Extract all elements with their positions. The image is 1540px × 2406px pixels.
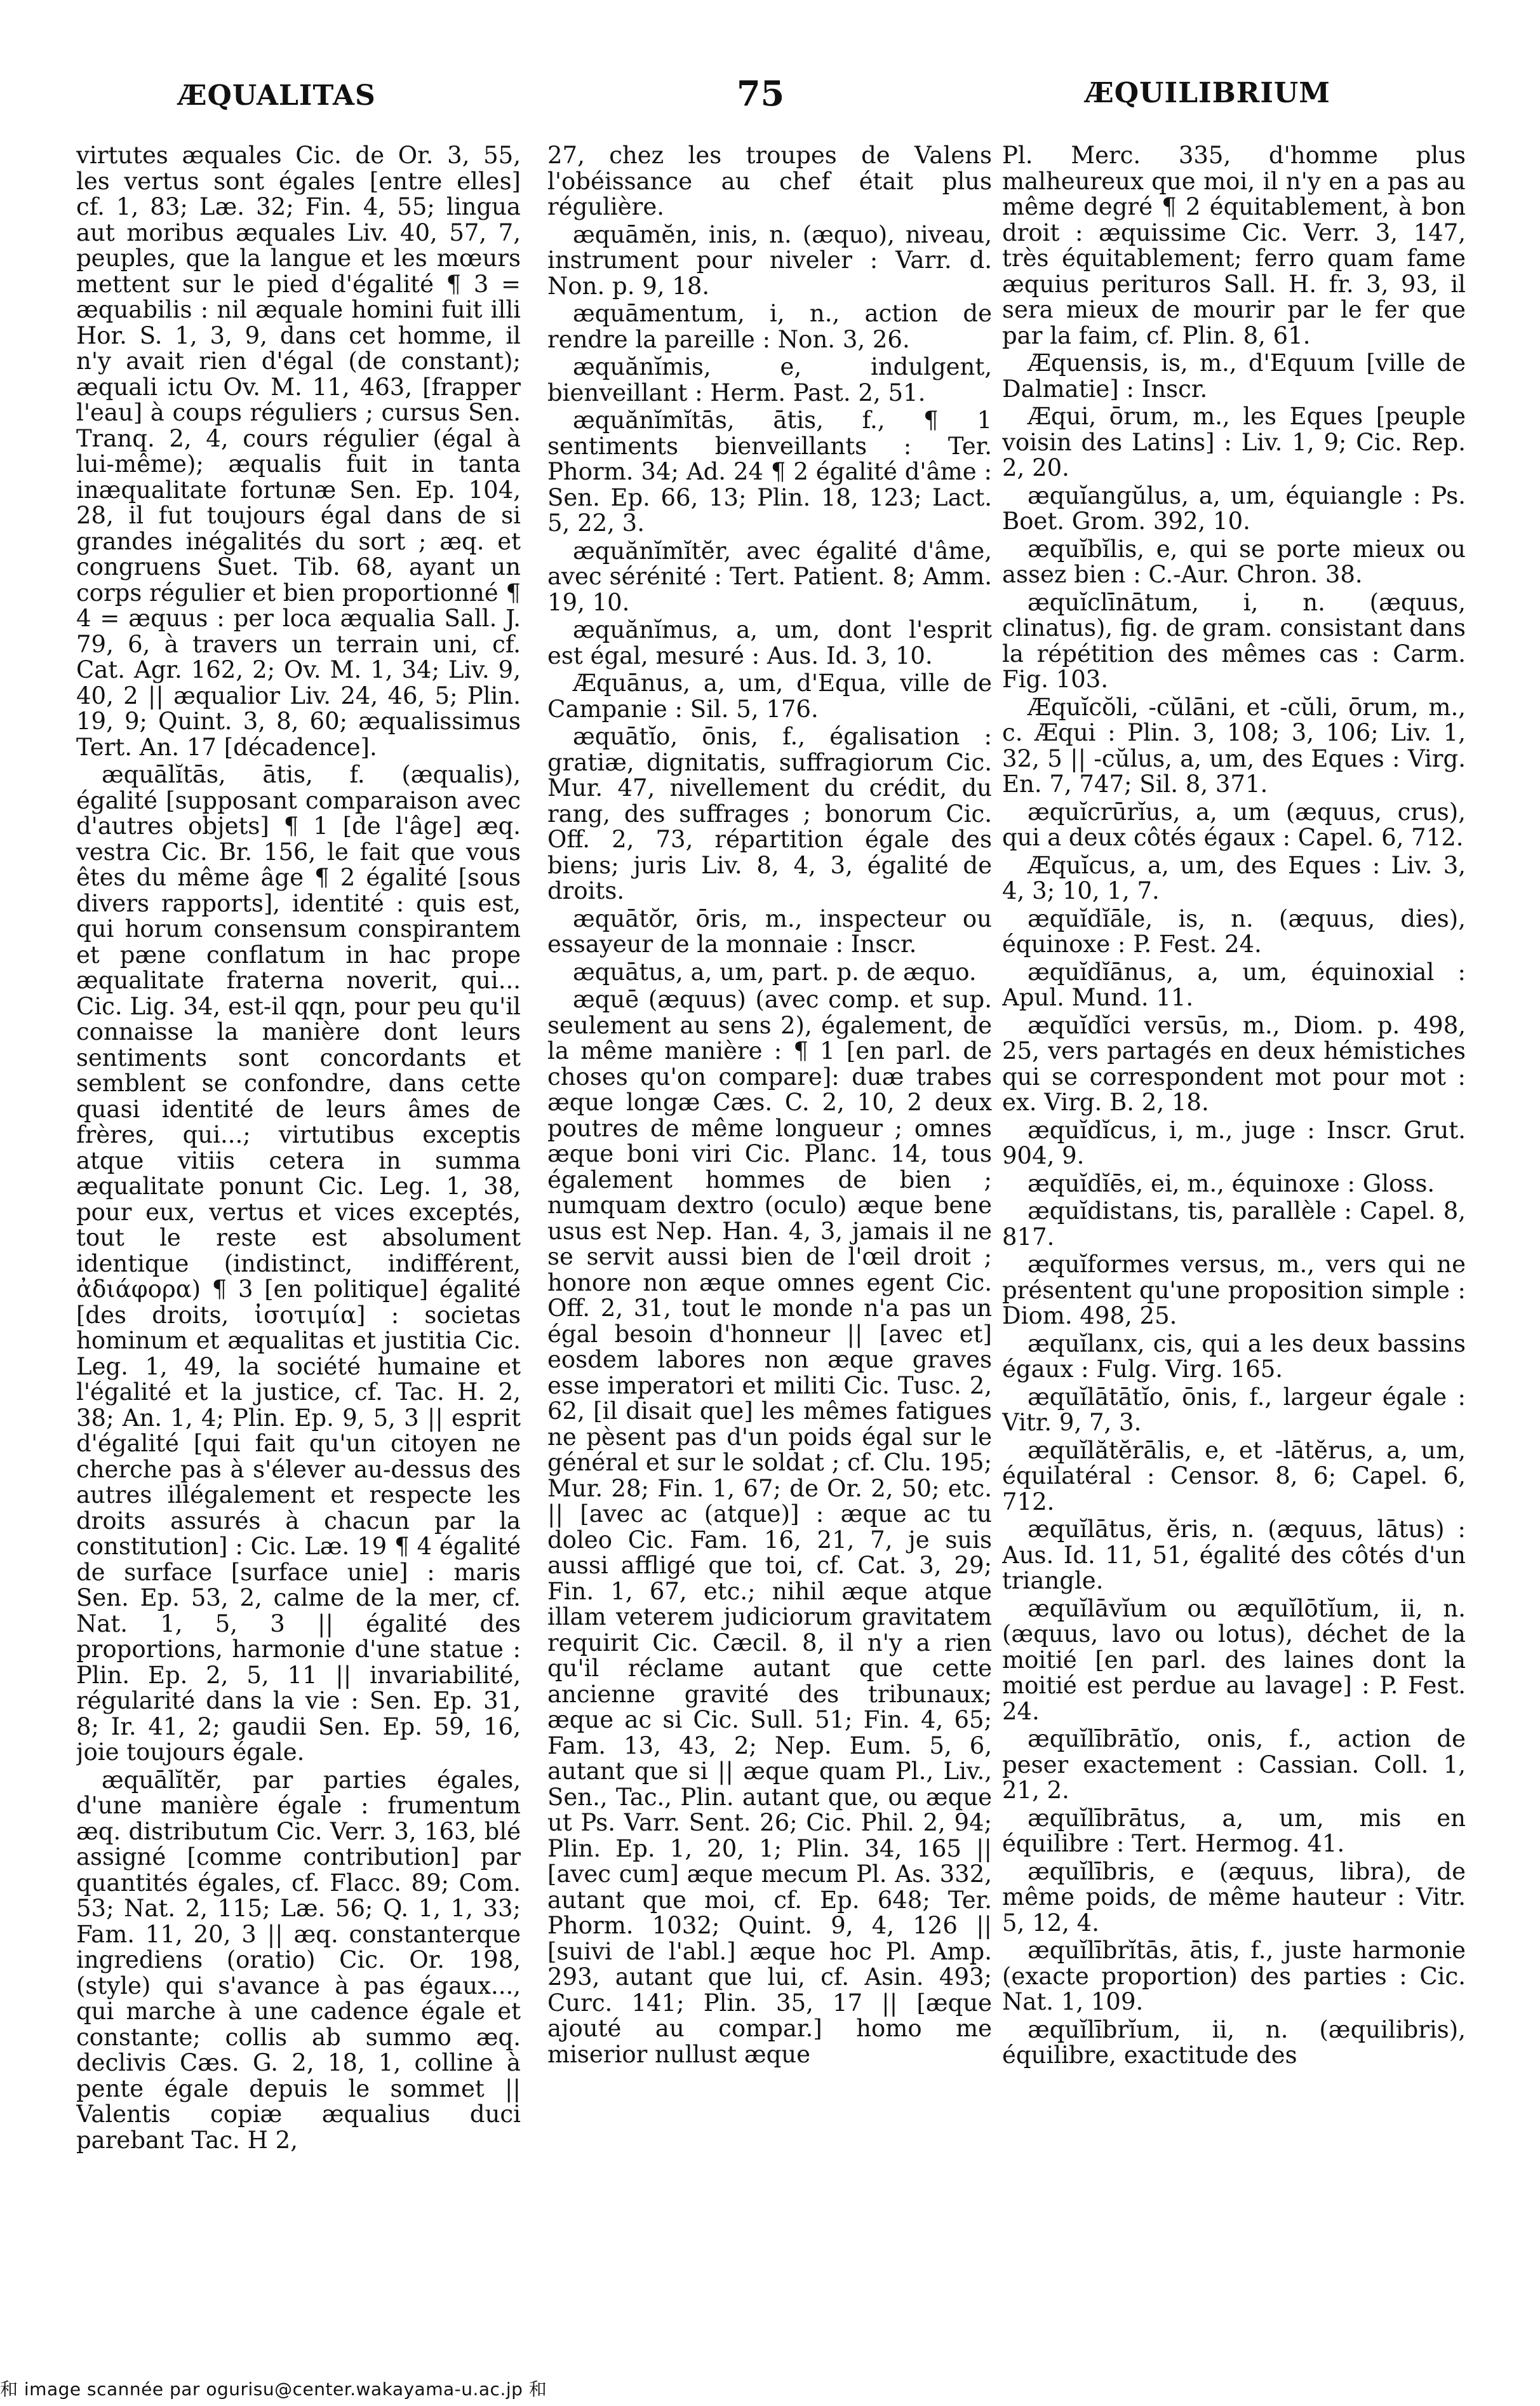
entry: æquĭlanx, cis, qui a les deux bassins égaux : Fulg. Virg. 165. [1002,1329,1466,1383]
entry: æquĭlātus, ĕris, n. (æquus, lātus) : Aus. Id. 11, 51, égalité des côtés d'un triangle. [1002,1516,1466,1594]
entry: æquĭlībris, e (æquus, libra), de même poids, de même hauteur : Vitr. 5, 12, 4. [1002,1857,1466,1937]
entry: Æquĭcŏli, -cŭlāni, et -cŭli, ōrum, m., c. Æqui : Plin. 3, 108; 3, 106; Liv. 1, 32, 5 || -cŭlus, a, um, des Eques : Virg. En. 7, 747; Sil. 8, 371. [1002,693,1466,798]
entry: æquĭdĭcus, i, m., juge : Inscr. Grut. 904, 9. [1002,1116,1466,1169]
entry: æquālĭtĕr, par parties égales, d'une manière égale : frumentum æq. distributum Cic. Verr. 3, 163, blé assigné [comme contribution] par quantités égales, cf. Flacc. 89; Com. 53; Nat. 2, 115; Læ. 56; Q. 1, 1, 33; Fam. 11, 20, 3 || æq. constanterque ingrediens (oratio) Cic. Or. 198, (style) qui s'avance à pas égaux..., qui marche à une cadence égale et constante; collis ab summo æq. declivis Cæs. G. 2, 18, 1, colline à pente égale depuis le sommet || Valentis copiæ æqualius duci parebant Tac. H 2, [76,1766,521,2154]
entry: æquĭbĭlis, e, qui se porte mieux ou assez bien : C.-Aur. Chron. 38. [1002,535,1466,588]
entry: æquănĭmĭtās, ātis, f., ¶ 1 sentiments bienveillants : Ter. Phorm. 34; Ad. 24 ¶ 2 égalité d'âme : Sen. Ep. 66, 13; Plin. 18, 123; Lact. 5, 22, 3. [547,407,992,537]
entry: æquāmentum, i, n., action de rendre la pareille : Non. 3, 26. [547,300,992,353]
header-right-word: ÆQUILIBRIUM [1085,77,1330,109]
entry: æquātĭo, ōnis, f., égalisation : gratiæ, dignitatis, suffragiorum Cic. Mur. 47, nivellement du crédit, du rang, des suffrages ; bonorum Cic. Off. 2, 73, répartition égale des biens; juris Liv. 8, 4, 3, égalité de droits. [547,723,992,904]
entry: Æquānus, a, um, d'Equa, ville de Campanie : Sil. 5, 176. [547,669,992,723]
entry: æquĭdĭci versūs, m., Diom. p. 498, 25, vers partagés en deux hémistiches qui se correspondent mot pour mot : ex. Virg. B. 2, 18. [1002,1011,1466,1116]
entry: æquĭclīnātum, i, n. (æquus, clinatus), fig. de gram. consistant dans la répétition des mêmes cas : Carm. Fig. 103. [1002,588,1466,693]
scan-credit-footer: 和 image scannée par ogurisu@center.wakayama-u.ac.jp 和 [0,2379,547,2400]
entry: æquĭlībrĭum, ii, n. (æquilibris), équilibre, exactitude des [1002,2015,1466,2069]
entry: 27, chez les troupes de Valens l'obéissance au chef était plus régulière. [547,143,992,220]
entry: æquātŏr, ōris, m., inspecteur ou essayeur de la monnaie : Inscr. [547,904,992,958]
page-number: 75 [737,73,785,114]
entry: æquĭlātātĭo, ōnis, f., largeur égale : Vitr. 9, 7, 3. [1002,1383,1466,1436]
entry: æquĭlāvĭum ou æquĭlōtĭum, ii, n. (æquus, lavo ou lotus), déchet de la moitié [en parl. des laines dont la moitié est perdue au lavage] : P. Fest. 24. [1002,1594,1466,1725]
entry: æquănĭmĭtĕr, avec égalité d'âme, avec sérénité : Tert. Patient. 8; Amm. 19, 10. [547,537,992,616]
entry: æquē (æquus) (avec comp. et sup. seulement au sens 2), également, de la même manière : ¶ 1 [en parl. de choses qu'on compare]: duæ trabes æque longæ Cæs. C. 2, 10, 2 deux poutres de même longueur ; omnes æque boni viri Cic. Planc. 14, tous également hommes de bien ; numquam dextro (oculo) æque bene usus est Nep. Han. 4, 3, jamais il ne se servit aussi bien de l'œil droit ; honore non æque omnes egent Cic. Off. 2, 31, tout le monde n'a pas un égal besoin d'honneur || [avec et] eosdem labores non æque graves esse imperatori et militi Cic. Tusc. 2, 62, [il disait que] les mêmes fatigues ne pèsent pas d'un poids égal sur le général et sur le soldat ; cf. Clu. 195; Mur. 28; Fin. 1, 67; de Or. 2, 50; etc. || [avec ac (atque)] : æque ac tu doleo Cic. Fam. 16, 21, 7, je suis aussi affligé que toi, cf. Cat. 3, 29; Fin. 1, 67, etc.; nihil æque atque illam veterem judiciorum gravitatem requirit Cic. Cæcil. 8, il n'y a rien qu'il réclame autant que cette ancienne gravité des tribunaux; æque ac si Cic. Sull. 51; Fin. 4, 65; Fam. 13, 43, 2; Nep. Eum. 5, 6, autant que si || æque quam Pl., Liv., Sen., Tac., Plin. autant que, ou æque ut Ps. Varr. Sent. 26; Cic. Phil. 2, 94; Plin. Ep. 1, 20, 1; Plin. 34, 165 || [avec cum] æque mecum Pl. As. 332, autant que moi, cf. Ep. 648; Ter. Phorm. 1032; Quint. 9, 4, 126 || [suivi de l'abl.] æque hoc Pl. Amp. 293, autant que lui, cf. Asin. 493; Curc. 141; Plin. 35, 17 || [æque ajouté au compar.] homo me miserior nullust æque [547,986,992,2068]
header-left-word: ÆQUALITAS [178,79,376,112]
entry: æquĭdĭānus, a, um, équinoxial : Apul. Mund. 11. [1002,958,1466,1011]
entry: æquănĭmus, a, um, dont l'esprit est égal, mesuré : Aus. Id. 3, 10. [547,616,992,669]
entry: æquĭangŭlus, a, um, équiangle : Ps. Boet. Grom. 392, 10. [1002,481,1466,535]
text-column-3 [1002,143,1466,2331]
entry: æquĭlībrātus, a, um, mis en équilibre : Tert. Hermog. 41. [1002,1804,1466,1857]
text-column-1 [76,143,521,2331]
entry: Æquensis, is, m., d'Equum [ville de Dalmatie] : Inscr. [1002,349,1466,403]
entry: æquĭformes versus, m., vers qui ne présentent qu'une proposition simple : Diom. 498, 25. [1002,1251,1466,1329]
text-column-2 [547,143,992,2331]
entry: æquĭdĭāle, is, n. (æquus, dies), équinoxe : P. Fest. 24. [1002,904,1466,958]
entry: æquĭlătĕrālis, e, et -lātĕrus, a, um, équilatéral : Censor. 8, 6; Capel. 6, 712. [1002,1436,1466,1516]
entry: Æqui, ōrum, m., les Eques [peuple voisin des Latins] : Liv. 1, 9; Cic. Rep. 2, 20. [1002,403,1466,481]
entry: æquănĭmis, e, indulgent, bienveillant : Herm. Past. 2, 51. [547,353,992,407]
entry: æquātus, a, um, part. p. de æquo. [573,958,977,986]
entry: Pl. Merc. 335, d'homme plus malheureux que moi, il n'y en a pas au même degré ¶ 2 équitablement, à bon droit : æquissime Cic. Verr. 3, 147, très équitablement; ferro quam fame æquius perituros Sall. H. fr. 3, 93, il sera mieux de mourir par le fer que par la faim, cf. Plin. 8, 61. [1002,143,1466,349]
entry: æquĭcrūrĭus, a, um (æquus, crus), qui a deux côtés égaux : Capel. 6, 712. [1002,798,1466,851]
entry: æquĭlībrĭtās, ātis, f., juste harmonie (exacte proportion) des parties : Cic. Nat. 1, 109. [1002,1937,1466,2015]
entry: æquĭdistans, tis, parallèle : Capel. 8, 817. [1002,1197,1466,1251]
entry: æquĭlībrātĭo, onis, f., action de peser exactement : Cassian. Coll. 1, 21, 2. [1002,1725,1466,1804]
running-header [0,73,1540,130]
entry: Æquĭcus, a, um, des Eques : Liv. 3, 4, 3; 10, 1, 7. [1002,851,1466,904]
entry: æquālĭtās, ātis, f. (æqualis), égalité [supposant comparaison avec d'autres objets] ¶ 1 [de l'âge] æq. vestra Cic. Br. 156, le fait que vous êtes du même âge ¶ 2 égalité [sous divers rapports], identité : quis est, qui horum consensum conspirantem et pæne conflatum in hac prope æqualitate fraterna noverit, qui... Cic. Lig. 34, est-il qqn, pour peu qu'il connaisse la manière dont leurs sentiments sont concordants et semblent se confondre, dans cette quasi identité de leurs âmes de frères, qui...; virtutibus exceptis atque vitiis cetera in summa æqualitate ponunt Cic. Leg. 1, 38, pour eux, vertus et vices exceptés, tout le reste est absolument identique (indistinct, indifférent, ἀδιάφορα) ¶ 3 [en politique] égalité [des droits, ἰσοτιμία] : societas hominum et æqualitas et justitia Cic. Leg. 1, 49, la société humaine et l'égalité et la justice, cf. Tac. H. 2, 38; An. 1, 4; Plin. Ep. 9, 5, 3 || esprit d'égalité [qui fait qu'un citoyen ne cherche pas à s'élever au-dessus des autres illégalement et respecte les droits assurés à chacun par la constitution] : Cic. Læ. 19 ¶ 4 égalité de surface [surface unie] : maris Sen. Ep. 53, 2, calme de la mer, cf. Nat. 1, 5, 3 || égalité des proportions, harmonie d'une statue : Plin. Ep. 2, 5, 11 || invariabilité, régularité dans la vie : Sen. Ep. 31, 8; Ir. 41, 2; gaudii Sen. Ep. 59, 16, joie toujours égale. [76,761,521,1766]
entry: æquāmĕn, inis, n. (æquo), niveau, instrument pour niveler : Varr. d. Non. p. 9, 18. [547,220,992,300]
entry: æquĭdĭēs, ei, m., équinoxe : Gloss. [1028,1169,1435,1197]
entry: virtutes æquales Cic. de Or. 3, 55, les vertus sont égales [entre elles] cf. 1, 83; Læ. 32; Fin. 4, 55; lingua aut moribus æquales Liv. 40, 57, 7, peuples, que la langue et les mœurs mettent sur le pied d'égalité ¶ 3 = æquabilis : nil æquale homini fuit illi Hor. S. 1, 3, 9, dans cet homme, il n'y avait rien d'égal (de constant); æquali ictu Ov. M. 11, 463, [frapper l'eau] à coups réguliers ; cursus Sen. Tranq. 2, 4, cours régulier (égal à lui-même); æqualis fuit in tanta inæqualitate fortunæ Sen. Ep. 104, 28, il fut toujours égal dans de si grandes inégalités du sort ; æq. et congruens Suet. Tib. 68, ayant un corps régulier et bien proportionné ¶ 4 = æquus : per loca æqualia Sall. J. 79, 6, à travers un terrain uni, cf. Cat. Agr. 162, 2; Ov. M. 1, 34; Liv. 9, 40, 2 || æqualior Liv. 24, 46, 5; Plin. 19, 9; Quint. 3, 8, 60; æqualissimus Tert. An. 17 [décadence]. [76,143,521,761]
